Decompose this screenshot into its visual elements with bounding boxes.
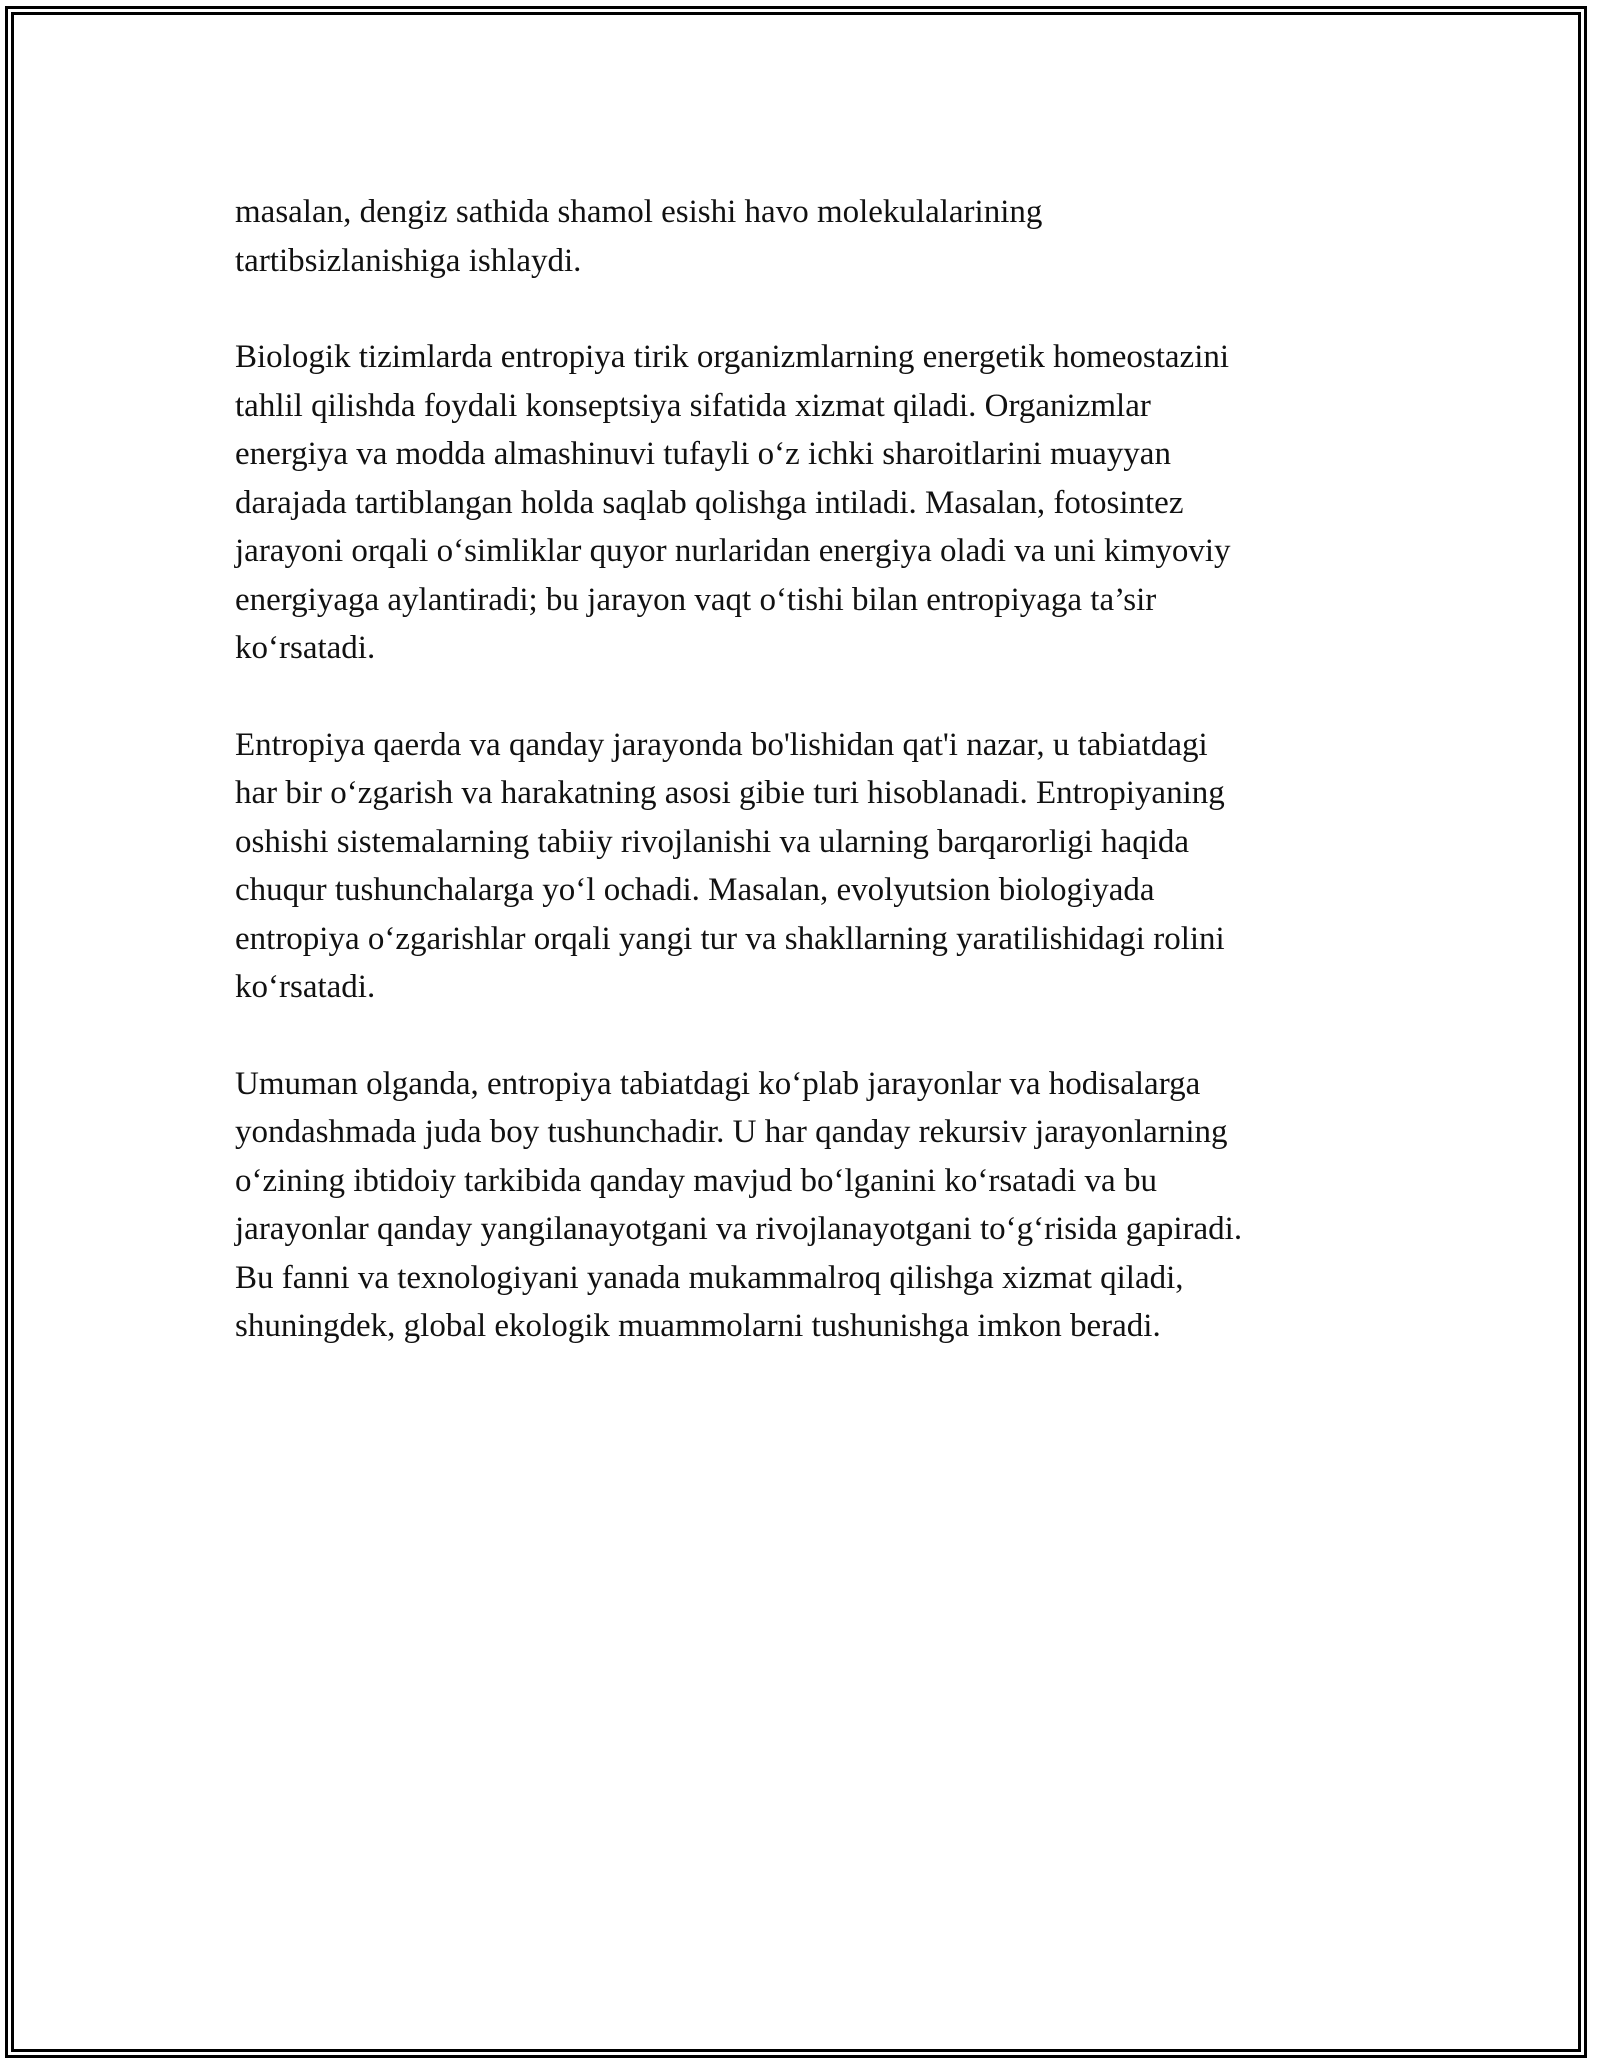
paragraph: Umuman olganda, entropiya tabiatdagi ko‘plab jarayonlar va hodisalarga yondashmada juda boy tushunchadir. U har qanday rekursiv jarayonlarning o‘zining ibtidoiy tarkibida qanday mavjud bo‘lganini ko‘rsatadi va bu jarayonlar qanday yangilanayotgani va rivojlanayotgani to‘g‘risida gapiradi. Bu fanni va texnologiyani yanada mukammalroq qilishga xizmat qiladi, shuningdek, global ekologik muammolarni tushunishga imkon beradi. (235, 1065, 1243, 1344)
paragraph: Entropiya qaerda va qanday jarayonda bo'lishidan qat'i nazar, u tabiatdagi har bir o‘zgarish va harakatning asosi gibie turi hisoblanadi. Entropiyaning oshishi sistemalarning tabiiy rivojlanishi va ularning barqarorligi haqida chuqur tushunchalarga yo‘l ochadi. Masalan, evolyutsion biologiyada entropiya o‘zgarishlar orqali yangi tur va shakllarning yaratilishidagi rolini ko‘rsatadi. (235, 726, 1225, 1005)
paragraph: Biologik tizimlarda entropiya tirik organizmlarning energetik homeostazini tahlil qilishda foydali konseptsiya sifatida xizmat qiladi. Organizmlar energiya va modda almashinuvi tufayli o‘z ichki sharoitlarini muayyan darajada tartiblangan holda saqlab qolishga intiladi. Masalan, fotosintez jarayoni orqali o‘simliklar quyor nurlaridan energiya oladi va uni kimyoviy energiyaga aylantiradi; bu jarayon vaqt o‘tishi bilan entropiyaga ta’sir ko‘rsatadi. (235, 339, 1231, 666)
document-body (235, 188, 1365, 1399)
paragraph: masalan, dengiz sathida shamol esishi havo molekulalarining tartibsizlanishiga ishlaydi. (235, 194, 1043, 279)
